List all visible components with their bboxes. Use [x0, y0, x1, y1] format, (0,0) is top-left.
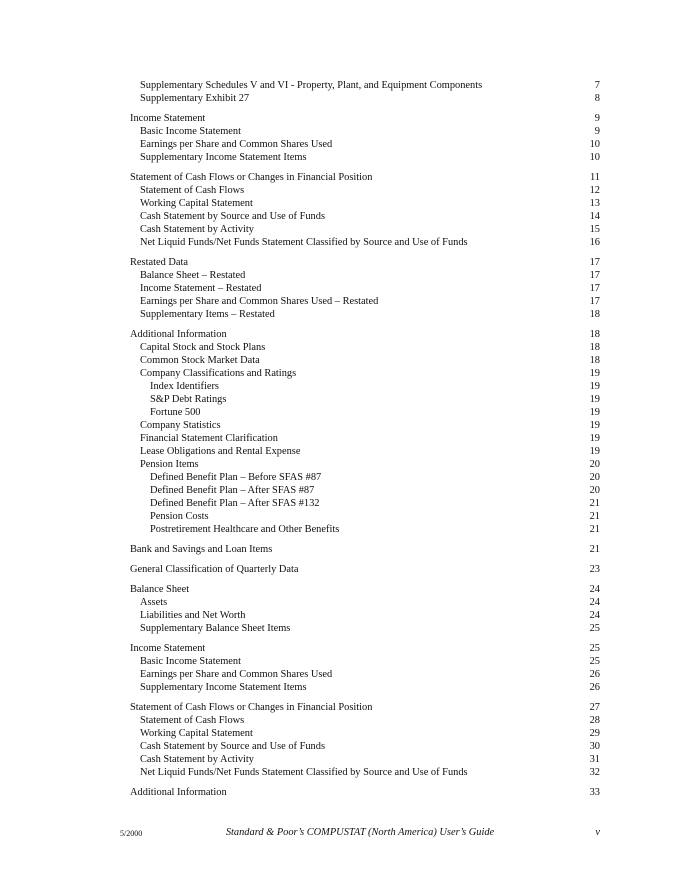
toc-entry[interactable]: [130, 256, 600, 269]
toc-entry-page: 18: [589, 329, 600, 340]
toc-entry-page: 30: [589, 741, 600, 752]
toc-entry[interactable]: [130, 367, 600, 380]
toc-entry[interactable]: [130, 681, 600, 694]
page-footer: [120, 827, 600, 841]
toc-entry-page: 8: [594, 93, 600, 104]
toc-entry-page: 28: [589, 715, 600, 726]
toc-entry-page: 18: [589, 309, 600, 320]
toc-entry-title: Earnings per Share and Common Shares Used: [140, 139, 333, 150]
toc-entry[interactable]: [130, 328, 600, 341]
toc-entry-page: 17: [589, 257, 600, 268]
toc-entry[interactable]: [130, 563, 600, 576]
toc-entry[interactable]: [130, 766, 600, 779]
footer-page-number: v: [595, 827, 600, 838]
toc-entry-page: 21: [589, 498, 600, 509]
toc-entry[interactable]: [130, 79, 600, 92]
toc-entry-page: 12: [589, 185, 600, 196]
toc-entry[interactable]: [130, 354, 600, 367]
toc-entry[interactable]: [130, 380, 600, 393]
toc-entry-page: 13: [589, 198, 600, 209]
toc-entry[interactable]: [130, 484, 600, 497]
toc-entry-title: Liabilities and Net Worth: [140, 610, 246, 621]
toc-entry-page: 17: [589, 283, 600, 294]
toc-entry-page: 19: [589, 446, 600, 457]
toc-entry-title: Statement of Cash Flows: [140, 185, 245, 196]
toc-entry-title: S&P Debt Ratings: [150, 394, 227, 405]
toc-entry[interactable]: [130, 445, 600, 458]
toc-entry-page: 17: [589, 270, 600, 281]
toc-entry-title: Company Classifications and Ratings: [140, 368, 297, 379]
toc-entry-page: 21: [589, 544, 600, 555]
toc-entry-title: Earnings per Share and Common Shares Used: [140, 669, 333, 680]
toc-entry-title: Income Statement – Restated: [140, 283, 262, 294]
toc-entry-title: Supplementary Income Statement Items: [140, 152, 307, 163]
toc-entry-page: 16: [589, 237, 600, 248]
toc-entry-title: Supplementary Items – Restated: [140, 309, 275, 320]
toc-entry-page: 25: [589, 643, 600, 654]
toc-entry-title: Index Identifiers: [150, 381, 219, 392]
toc-entry-title: Assets: [140, 597, 168, 608]
toc-entry[interactable]: [130, 406, 600, 419]
toc-entry-title: Supplementary Income Statement Items: [140, 682, 307, 693]
toc-entry-title: Defined Benefit Plan – After SFAS #87: [150, 485, 315, 496]
toc-entry-page: 19: [589, 433, 600, 444]
toc-entry-title: Cash Statement by Activity: [140, 224, 254, 235]
toc-entry[interactable]: [130, 282, 600, 295]
toc-entry[interactable]: [130, 210, 600, 223]
toc-entry-page: 20: [589, 472, 600, 483]
toc-entry[interactable]: [130, 471, 600, 484]
toc-entry-page: 19: [589, 407, 600, 418]
toc-entry[interactable]: [130, 510, 600, 523]
toc-entry-page: 14: [589, 211, 600, 222]
toc-entry-title: Statement of Cash Flows or Changes in Financial Position: [130, 172, 373, 183]
toc-entry-page: 24: [589, 597, 600, 608]
toc-entry-title: Defined Benefit Plan – After SFAS #132: [150, 498, 320, 509]
toc-entry-page: 26: [589, 682, 600, 693]
toc-entry-page: 10: [589, 139, 600, 150]
toc-entry-page: 32: [589, 767, 600, 778]
toc-entry-title: Balance Sheet: [130, 584, 190, 595]
toc-entry[interactable]: [130, 138, 600, 151]
toc-entry[interactable]: [130, 543, 600, 556]
toc-entry-page: 9: [594, 126, 600, 137]
toc-entry-title: Basic Income Statement: [140, 656, 241, 667]
toc-entry-page: 29: [589, 728, 600, 739]
toc-entry-title: Net Liquid Funds/Net Funds Statement Classified by Source and Use of Funds: [140, 237, 468, 248]
footer-title: Standard & Poor’s COMPUSTAT (North America) User’s Guide: [225, 827, 495, 838]
toc-entry-title: Financial Statement Clarification: [140, 433, 278, 444]
toc-entry-title: Working Capital Statement: [140, 728, 253, 739]
toc-entry-title: Supplementary Balance Sheet Items: [140, 623, 291, 634]
toc-entry[interactable]: [130, 171, 600, 184]
toc-entry-title: Restated Data: [130, 257, 188, 268]
toc-entry-title: Bank and Savings and Loan Items: [130, 544, 273, 555]
toc-entry[interactable]: [130, 786, 600, 799]
toc-entry-title: Pension Items: [140, 459, 199, 470]
toc-entry[interactable]: [130, 740, 600, 753]
toc-entry[interactable]: [130, 295, 600, 308]
toc-entry[interactable]: [130, 125, 600, 138]
toc-entry-page: 19: [589, 381, 600, 392]
toc-entry[interactable]: [130, 432, 600, 445]
table-of-contents: [130, 79, 600, 799]
toc-entry[interactable]: [130, 112, 600, 125]
toc-entry-page: 9: [594, 113, 600, 124]
toc-entry-title: Net Liquid Funds/Net Funds Statement Classified by Source and Use of Funds: [140, 767, 468, 778]
toc-entry[interactable]: [130, 269, 600, 282]
toc-entry[interactable]: [130, 236, 600, 249]
toc-entry-title: Lease Obligations and Rental Expense: [140, 446, 301, 457]
toc-entry-page: 18: [589, 342, 600, 353]
toc-entry[interactable]: [130, 714, 600, 727]
toc-entry-title: Company Statistics: [140, 420, 221, 431]
toc-entry-title: Cash Statement by Source and Use of Funds: [140, 741, 325, 752]
toc-entry-page: 24: [589, 610, 600, 621]
toc-entry-page: 23: [589, 564, 600, 575]
toc-entry-title: Statement of Cash Flows: [140, 715, 245, 726]
toc-entry-title: Pension Costs: [150, 511, 209, 522]
toc-entry-title: General Classification of Quarterly Data: [130, 564, 299, 575]
toc-entry-page: 20: [589, 459, 600, 470]
toc-entry[interactable]: [130, 308, 600, 321]
toc-entry[interactable]: [130, 419, 600, 432]
toc-entry-page: 21: [589, 511, 600, 522]
toc-entry-page: 19: [589, 394, 600, 405]
toc-entry[interactable]: [130, 92, 600, 105]
toc-entry[interactable]: [130, 596, 600, 609]
toc-entry-title: Income Statement: [130, 643, 206, 654]
toc-entry[interactable]: [130, 458, 600, 471]
toc-entry[interactable]: [130, 701, 600, 714]
toc-entry-page: 18: [589, 355, 600, 366]
toc-entry[interactable]: [130, 223, 600, 236]
toc-entry-page: 20: [589, 485, 600, 496]
toc-entry[interactable]: [130, 655, 600, 668]
toc-entry[interactable]: [130, 497, 600, 510]
toc-entry[interactable]: [130, 642, 600, 655]
toc-entry-title: Additional Information: [130, 329, 227, 340]
toc-entry[interactable]: [130, 583, 600, 596]
toc-entry[interactable]: [130, 151, 600, 164]
toc-entry-title: Statement of Cash Flows or Changes in Financial Position: [130, 702, 373, 713]
toc-entry-title: Additional Information: [130, 787, 227, 798]
toc-entry[interactable]: [130, 622, 600, 635]
toc-entry-title: Working Capital Statement: [140, 198, 253, 209]
toc-entry-title: Cash Statement by Activity: [140, 754, 254, 765]
toc-entry[interactable]: [130, 393, 600, 406]
toc-entry-page: 31: [589, 754, 600, 765]
toc-entry[interactable]: [130, 609, 600, 622]
toc-entry-page: 25: [589, 623, 600, 634]
toc-entry-page: 19: [589, 420, 600, 431]
toc-entry-page: 7: [594, 80, 600, 91]
toc-entry[interactable]: [130, 184, 600, 197]
toc-entry-page: 24: [589, 584, 600, 595]
toc-entry-page: 33: [589, 787, 600, 798]
toc-entry-title: Cash Statement by Source and Use of Funds: [140, 211, 325, 222]
toc-entry-page: 17: [589, 296, 600, 307]
toc-entry-page: 26: [589, 669, 600, 680]
footer-date: 5/2000: [120, 829, 143, 838]
toc-entry-page: 11: [589, 172, 600, 183]
toc-entry[interactable]: [130, 753, 600, 766]
toc-entry-title: Basic Income Statement: [140, 126, 241, 137]
toc-entry-title: Income Statement: [130, 113, 206, 124]
toc-entry-title: Supplementary Schedules V and VI - Property, Plant, and Equipment Components: [140, 80, 483, 91]
toc-entry[interactable]: [130, 727, 600, 740]
toc-entry[interactable]: [130, 197, 600, 210]
toc-entry-title: Fortune 500: [150, 407, 201, 418]
toc-entry-page: 25: [589, 656, 600, 667]
toc-entry-title: Defined Benefit Plan – Before SFAS #87: [150, 472, 322, 483]
toc-entry-page: 10: [589, 152, 600, 163]
toc-entry-title: Capital Stock and Stock Plans: [140, 342, 266, 353]
toc-entry[interactable]: [130, 668, 600, 681]
toc-entry-page: 27: [589, 702, 600, 713]
toc-entry[interactable]: [130, 523, 600, 536]
toc-entry-page: 21: [589, 524, 600, 535]
toc-entry-title: Supplementary Exhibit 27: [140, 93, 250, 104]
toc-entry-page: 15: [589, 224, 600, 235]
toc-entry-title: Common Stock Market Data: [140, 355, 260, 366]
toc-entry-title: Earnings per Share and Common Shares Used – Restated: [140, 296, 379, 307]
toc-entry[interactable]: [130, 341, 600, 354]
toc-entry-title: Balance Sheet – Restated: [140, 270, 246, 281]
toc-entry-title: Postretirement Healthcare and Other Benefits: [150, 524, 340, 535]
toc-entry-page: 19: [589, 368, 600, 379]
